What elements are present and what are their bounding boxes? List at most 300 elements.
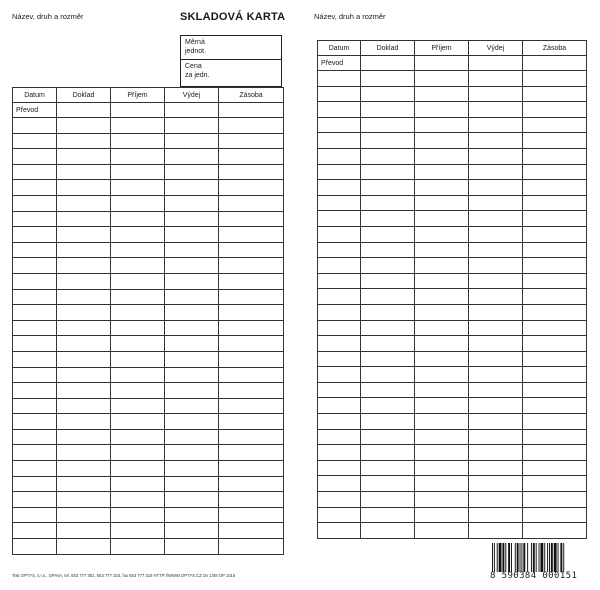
table-cell[interactable]: [415, 382, 469, 398]
table-cell[interactable]: [469, 273, 523, 289]
table-cell[interactable]: [361, 133, 415, 149]
table-cell[interactable]: [318, 445, 361, 461]
table-cell[interactable]: [57, 103, 111, 118]
table-cell[interactable]: [111, 367, 165, 383]
table-cell[interactable]: [13, 539, 57, 555]
table-cell[interactable]: [469, 180, 523, 196]
table-cell[interactable]: [13, 320, 57, 336]
table-cell[interactable]: [361, 429, 415, 445]
table-cell[interactable]: [469, 148, 523, 164]
table-cell[interactable]: [523, 523, 587, 539]
table-cell[interactable]: [165, 258, 219, 274]
table-cell[interactable]: [469, 289, 523, 305]
table-cell[interactable]: [111, 118, 165, 134]
table-cell[interactable]: [13, 195, 57, 211]
table-cell[interactable]: [523, 460, 587, 476]
table-cell[interactable]: [523, 336, 587, 352]
table-cell[interactable]: [57, 289, 111, 305]
table-cell[interactable]: [57, 429, 111, 445]
table-cell[interactable]: [13, 429, 57, 445]
table-cell[interactable]: [318, 289, 361, 305]
table-cell[interactable]: [318, 195, 361, 211]
table-cell[interactable]: [469, 476, 523, 492]
table-cell[interactable]: [111, 305, 165, 321]
table-cell[interactable]: [523, 117, 587, 133]
table-cell[interactable]: [361, 164, 415, 180]
table-cell[interactable]: [165, 523, 219, 539]
table-cell[interactable]: [469, 492, 523, 508]
table-cell[interactable]: [523, 164, 587, 180]
table-cell[interactable]: [361, 445, 415, 461]
table-cell[interactable]: [165, 445, 219, 461]
table-cell[interactable]: [57, 320, 111, 336]
table-cell[interactable]: [219, 180, 284, 196]
table-cell[interactable]: [57, 133, 111, 149]
table-cell[interactable]: [165, 242, 219, 258]
table-cell[interactable]: [361, 523, 415, 539]
table-cell[interactable]: [415, 226, 469, 242]
table-cell[interactable]: [523, 382, 587, 398]
table-cell[interactable]: [165, 351, 219, 367]
table-cell[interactable]: [165, 149, 219, 165]
table-cell[interactable]: [111, 164, 165, 180]
table-cell[interactable]: [219, 320, 284, 336]
table-cell[interactable]: [219, 445, 284, 461]
table-cell[interactable]: [361, 273, 415, 289]
table-cell[interactable]: [361, 382, 415, 398]
table-cell[interactable]: [57, 164, 111, 180]
table-cell[interactable]: [111, 461, 165, 477]
table-cell[interactable]: [523, 367, 587, 383]
table-cell[interactable]: [469, 258, 523, 274]
table-cell[interactable]: [415, 148, 469, 164]
table-cell[interactable]: [361, 102, 415, 118]
table-cell[interactable]: [523, 476, 587, 492]
table-cell[interactable]: [361, 71, 415, 87]
table-cell[interactable]: [111, 336, 165, 352]
table-cell[interactable]: [415, 180, 469, 196]
table-cell[interactable]: [361, 211, 415, 227]
table-cell[interactable]: [111, 445, 165, 461]
table-cell[interactable]: [469, 382, 523, 398]
table-cell[interactable]: [165, 414, 219, 430]
table-cell[interactable]: [219, 539, 284, 555]
table-cell[interactable]: [415, 304, 469, 320]
table-cell[interactable]: [57, 211, 111, 227]
table-cell[interactable]: [13, 507, 57, 523]
transfer-cell[interactable]: Převod: [318, 56, 361, 71]
table-cell[interactable]: [361, 398, 415, 414]
table-cell[interactable]: [318, 71, 361, 87]
table-cell[interactable]: [219, 507, 284, 523]
table-cell[interactable]: [57, 336, 111, 352]
table-cell[interactable]: [415, 211, 469, 227]
table-cell[interactable]: [415, 320, 469, 336]
table-cell[interactable]: [361, 507, 415, 523]
table-cell[interactable]: [415, 71, 469, 87]
table-cell[interactable]: [469, 398, 523, 414]
table-cell[interactable]: [111, 133, 165, 149]
table-cell[interactable]: [361, 367, 415, 383]
table-cell[interactable]: [111, 103, 165, 118]
table-cell[interactable]: [13, 180, 57, 196]
table-cell[interactable]: [219, 429, 284, 445]
table-cell[interactable]: [469, 507, 523, 523]
table-cell[interactable]: [415, 429, 469, 445]
table-cell[interactable]: [13, 289, 57, 305]
table-cell[interactable]: [523, 226, 587, 242]
table-cell[interactable]: [361, 336, 415, 352]
table-cell[interactable]: [523, 429, 587, 445]
table-cell[interactable]: [57, 492, 111, 508]
table-cell[interactable]: [57, 507, 111, 523]
table-cell[interactable]: [219, 164, 284, 180]
table-cell[interactable]: [57, 305, 111, 321]
table-cell[interactable]: [469, 164, 523, 180]
table-cell[interactable]: [469, 414, 523, 430]
table-cell[interactable]: [318, 242, 361, 258]
table-cell[interactable]: [165, 227, 219, 243]
table-cell[interactable]: [219, 103, 284, 118]
table-cell[interactable]: [219, 351, 284, 367]
table-cell[interactable]: [219, 383, 284, 399]
table-cell[interactable]: [13, 133, 57, 149]
table-cell[interactable]: [469, 102, 523, 118]
table-cell[interactable]: [57, 367, 111, 383]
table-cell[interactable]: [523, 445, 587, 461]
table-cell[interactable]: [415, 258, 469, 274]
table-cell[interactable]: [13, 273, 57, 289]
table-cell[interactable]: [415, 523, 469, 539]
table-cell[interactable]: [523, 507, 587, 523]
table-cell[interactable]: [523, 398, 587, 414]
table-cell[interactable]: [165, 118, 219, 134]
table-cell[interactable]: [13, 492, 57, 508]
table-cell[interactable]: [57, 227, 111, 243]
table-cell[interactable]: [523, 133, 587, 149]
table-cell[interactable]: [165, 539, 219, 555]
table-cell[interactable]: [165, 103, 219, 118]
table-cell[interactable]: [415, 102, 469, 118]
table-cell[interactable]: [111, 320, 165, 336]
table-cell[interactable]: [361, 320, 415, 336]
table-cell[interactable]: [523, 304, 587, 320]
table-cell[interactable]: [165, 429, 219, 445]
table-cell[interactable]: [165, 133, 219, 149]
table-cell[interactable]: [469, 71, 523, 87]
table-cell[interactable]: [111, 539, 165, 555]
table-cell[interactable]: [13, 476, 57, 492]
table-cell[interactable]: [13, 383, 57, 399]
table-cell[interactable]: [469, 304, 523, 320]
table-cell[interactable]: [361, 242, 415, 258]
table-cell[interactable]: [111, 273, 165, 289]
table-cell[interactable]: [165, 367, 219, 383]
table-cell[interactable]: [415, 133, 469, 149]
table-cell[interactable]: [57, 180, 111, 196]
table-cell[interactable]: [523, 492, 587, 508]
table-cell[interactable]: [318, 367, 361, 383]
table-cell[interactable]: [13, 118, 57, 134]
table-cell[interactable]: [165, 273, 219, 289]
table-cell[interactable]: [219, 258, 284, 274]
table-cell[interactable]: [57, 461, 111, 477]
table-cell[interactable]: [361, 148, 415, 164]
table-cell[interactable]: [318, 86, 361, 102]
table-cell[interactable]: [523, 102, 587, 118]
table-cell[interactable]: [469, 133, 523, 149]
table-cell[interactable]: [165, 305, 219, 321]
table-cell[interactable]: [165, 507, 219, 523]
table-cell[interactable]: [13, 461, 57, 477]
table-cell[interactable]: [13, 414, 57, 430]
table-cell[interactable]: [523, 86, 587, 102]
table-cell[interactable]: [361, 226, 415, 242]
table-cell[interactable]: [57, 445, 111, 461]
table-cell[interactable]: [13, 211, 57, 227]
table-cell[interactable]: [165, 320, 219, 336]
transfer-cell[interactable]: Převod: [13, 103, 57, 118]
table-cell[interactable]: [523, 211, 587, 227]
table-cell[interactable]: [111, 211, 165, 227]
table-cell[interactable]: [13, 164, 57, 180]
table-cell[interactable]: [523, 242, 587, 258]
table-cell[interactable]: [219, 211, 284, 227]
table-cell[interactable]: [469, 351, 523, 367]
table-cell[interactable]: [523, 351, 587, 367]
table-cell[interactable]: [523, 195, 587, 211]
table-cell[interactable]: [111, 289, 165, 305]
table-cell[interactable]: [318, 398, 361, 414]
table-cell[interactable]: [361, 86, 415, 102]
table-cell[interactable]: [523, 71, 587, 87]
table-cell[interactable]: [219, 492, 284, 508]
table-cell[interactable]: [523, 56, 587, 71]
table-cell[interactable]: [523, 148, 587, 164]
table-cell[interactable]: [57, 149, 111, 165]
table-cell[interactable]: [469, 320, 523, 336]
table-cell[interactable]: [415, 195, 469, 211]
table-cell[interactable]: [415, 117, 469, 133]
table-cell[interactable]: [415, 445, 469, 461]
table-cell[interactable]: [415, 398, 469, 414]
table-cell[interactable]: [469, 523, 523, 539]
table-cell[interactable]: [13, 149, 57, 165]
table-cell[interactable]: [219, 289, 284, 305]
table-cell[interactable]: [469, 460, 523, 476]
table-cell[interactable]: [318, 226, 361, 242]
table-cell[interactable]: [415, 351, 469, 367]
table-cell[interactable]: [415, 164, 469, 180]
table-cell[interactable]: [219, 414, 284, 430]
table-cell[interactable]: [111, 195, 165, 211]
table-cell[interactable]: [219, 398, 284, 414]
table-cell[interactable]: [415, 476, 469, 492]
table-cell[interactable]: [13, 523, 57, 539]
table-cell[interactable]: [13, 336, 57, 352]
table-cell[interactable]: [13, 398, 57, 414]
table-cell[interactable]: [57, 383, 111, 399]
table-cell[interactable]: [361, 180, 415, 196]
table-cell[interactable]: [318, 102, 361, 118]
table-cell[interactable]: [318, 382, 361, 398]
table-cell[interactable]: [13, 367, 57, 383]
table-cell[interactable]: [361, 56, 415, 71]
table-cell[interactable]: [111, 429, 165, 445]
table-cell[interactable]: [523, 180, 587, 196]
table-cell[interactable]: [219, 118, 284, 134]
table-cell[interactable]: [361, 414, 415, 430]
table-cell[interactable]: [57, 242, 111, 258]
table-cell[interactable]: [111, 242, 165, 258]
table-cell[interactable]: [361, 476, 415, 492]
table-cell[interactable]: [415, 460, 469, 476]
table-cell[interactable]: [57, 195, 111, 211]
table-cell[interactable]: [469, 195, 523, 211]
table-cell[interactable]: [165, 164, 219, 180]
table-cell[interactable]: [361, 258, 415, 274]
table-cell[interactable]: [219, 367, 284, 383]
table-cell[interactable]: [469, 86, 523, 102]
table-cell[interactable]: [318, 180, 361, 196]
table-cell[interactable]: [57, 351, 111, 367]
table-cell[interactable]: [111, 227, 165, 243]
table-cell[interactable]: [219, 461, 284, 477]
table-cell[interactable]: [111, 507, 165, 523]
table-cell[interactable]: [318, 258, 361, 274]
table-cell[interactable]: [318, 492, 361, 508]
table-cell[interactable]: [469, 336, 523, 352]
table-cell[interactable]: [111, 523, 165, 539]
table-cell[interactable]: [13, 445, 57, 461]
table-cell[interactable]: [57, 539, 111, 555]
table-cell[interactable]: [318, 273, 361, 289]
table-cell[interactable]: [318, 351, 361, 367]
table-cell[interactable]: [318, 148, 361, 164]
table-cell[interactable]: [57, 258, 111, 274]
table-cell[interactable]: [57, 414, 111, 430]
table-cell[interactable]: [361, 460, 415, 476]
table-cell[interactable]: [111, 180, 165, 196]
table-cell[interactable]: [318, 133, 361, 149]
table-cell[interactable]: [111, 492, 165, 508]
table-cell[interactable]: [111, 149, 165, 165]
table-cell[interactable]: [318, 460, 361, 476]
table-cell[interactable]: [219, 227, 284, 243]
table-cell[interactable]: [415, 242, 469, 258]
table-cell[interactable]: [523, 258, 587, 274]
table-cell[interactable]: [219, 133, 284, 149]
table-cell[interactable]: [165, 398, 219, 414]
table-cell[interactable]: [318, 414, 361, 430]
table-cell[interactable]: [111, 383, 165, 399]
table-cell[interactable]: [361, 289, 415, 305]
table-cell[interactable]: [165, 195, 219, 211]
table-cell[interactable]: [219, 476, 284, 492]
table-cell[interactable]: [415, 56, 469, 71]
table-cell[interactable]: [165, 289, 219, 305]
table-cell[interactable]: [219, 242, 284, 258]
table-cell[interactable]: [361, 351, 415, 367]
table-cell[interactable]: [13, 258, 57, 274]
table-cell[interactable]: [165, 492, 219, 508]
table-cell[interactable]: [318, 320, 361, 336]
table-cell[interactable]: [523, 273, 587, 289]
table-cell[interactable]: [318, 507, 361, 523]
table-cell[interactable]: [57, 476, 111, 492]
table-cell[interactable]: [219, 523, 284, 539]
table-cell[interactable]: [469, 117, 523, 133]
table-cell[interactable]: [318, 476, 361, 492]
table-cell[interactable]: [469, 367, 523, 383]
table-cell[interactable]: [469, 445, 523, 461]
table-cell[interactable]: [318, 164, 361, 180]
table-cell[interactable]: [165, 461, 219, 477]
table-cell[interactable]: [415, 336, 469, 352]
table-cell[interactable]: [415, 289, 469, 305]
table-cell[interactable]: [165, 476, 219, 492]
table-cell[interactable]: [415, 273, 469, 289]
table-cell[interactable]: [361, 492, 415, 508]
table-cell[interactable]: [318, 429, 361, 445]
table-cell[interactable]: [469, 429, 523, 445]
table-cell[interactable]: [111, 414, 165, 430]
table-cell[interactable]: [415, 367, 469, 383]
table-cell[interactable]: [415, 507, 469, 523]
table-cell[interactable]: [361, 117, 415, 133]
table-cell[interactable]: [111, 258, 165, 274]
table-cell[interactable]: [13, 227, 57, 243]
table-cell[interactable]: [318, 117, 361, 133]
table-cell[interactable]: [57, 118, 111, 134]
table-cell[interactable]: [165, 180, 219, 196]
table-cell[interactable]: [219, 336, 284, 352]
table-cell[interactable]: [111, 351, 165, 367]
table-cell[interactable]: [165, 211, 219, 227]
table-cell[interactable]: [13, 305, 57, 321]
table-cell[interactable]: [469, 242, 523, 258]
table-cell[interactable]: [219, 305, 284, 321]
table-cell[interactable]: [13, 351, 57, 367]
table-cell[interactable]: [469, 56, 523, 71]
table-cell[interactable]: [415, 492, 469, 508]
table-cell[interactable]: [361, 304, 415, 320]
table-cell[interactable]: [469, 226, 523, 242]
table-cell[interactable]: [523, 320, 587, 336]
table-cell[interactable]: [57, 523, 111, 539]
table-cell[interactable]: [57, 398, 111, 414]
table-cell[interactable]: [318, 336, 361, 352]
table-cell[interactable]: [415, 86, 469, 102]
table-cell[interactable]: [523, 289, 587, 305]
table-cell[interactable]: [219, 273, 284, 289]
table-cell[interactable]: [111, 476, 165, 492]
table-cell[interactable]: [219, 195, 284, 211]
table-cell[interactable]: [469, 211, 523, 227]
table-cell[interactable]: [13, 242, 57, 258]
table-cell[interactable]: [415, 414, 469, 430]
table-cell[interactable]: [318, 304, 361, 320]
table-cell[interactable]: [219, 149, 284, 165]
table-cell[interactable]: [165, 383, 219, 399]
table-cell[interactable]: [523, 414, 587, 430]
table-cell[interactable]: [318, 523, 361, 539]
table-cell[interactable]: [361, 195, 415, 211]
table-cell[interactable]: [57, 273, 111, 289]
table-cell[interactable]: [165, 336, 219, 352]
table-cell[interactable]: [318, 211, 361, 227]
table-cell[interactable]: [111, 398, 165, 414]
